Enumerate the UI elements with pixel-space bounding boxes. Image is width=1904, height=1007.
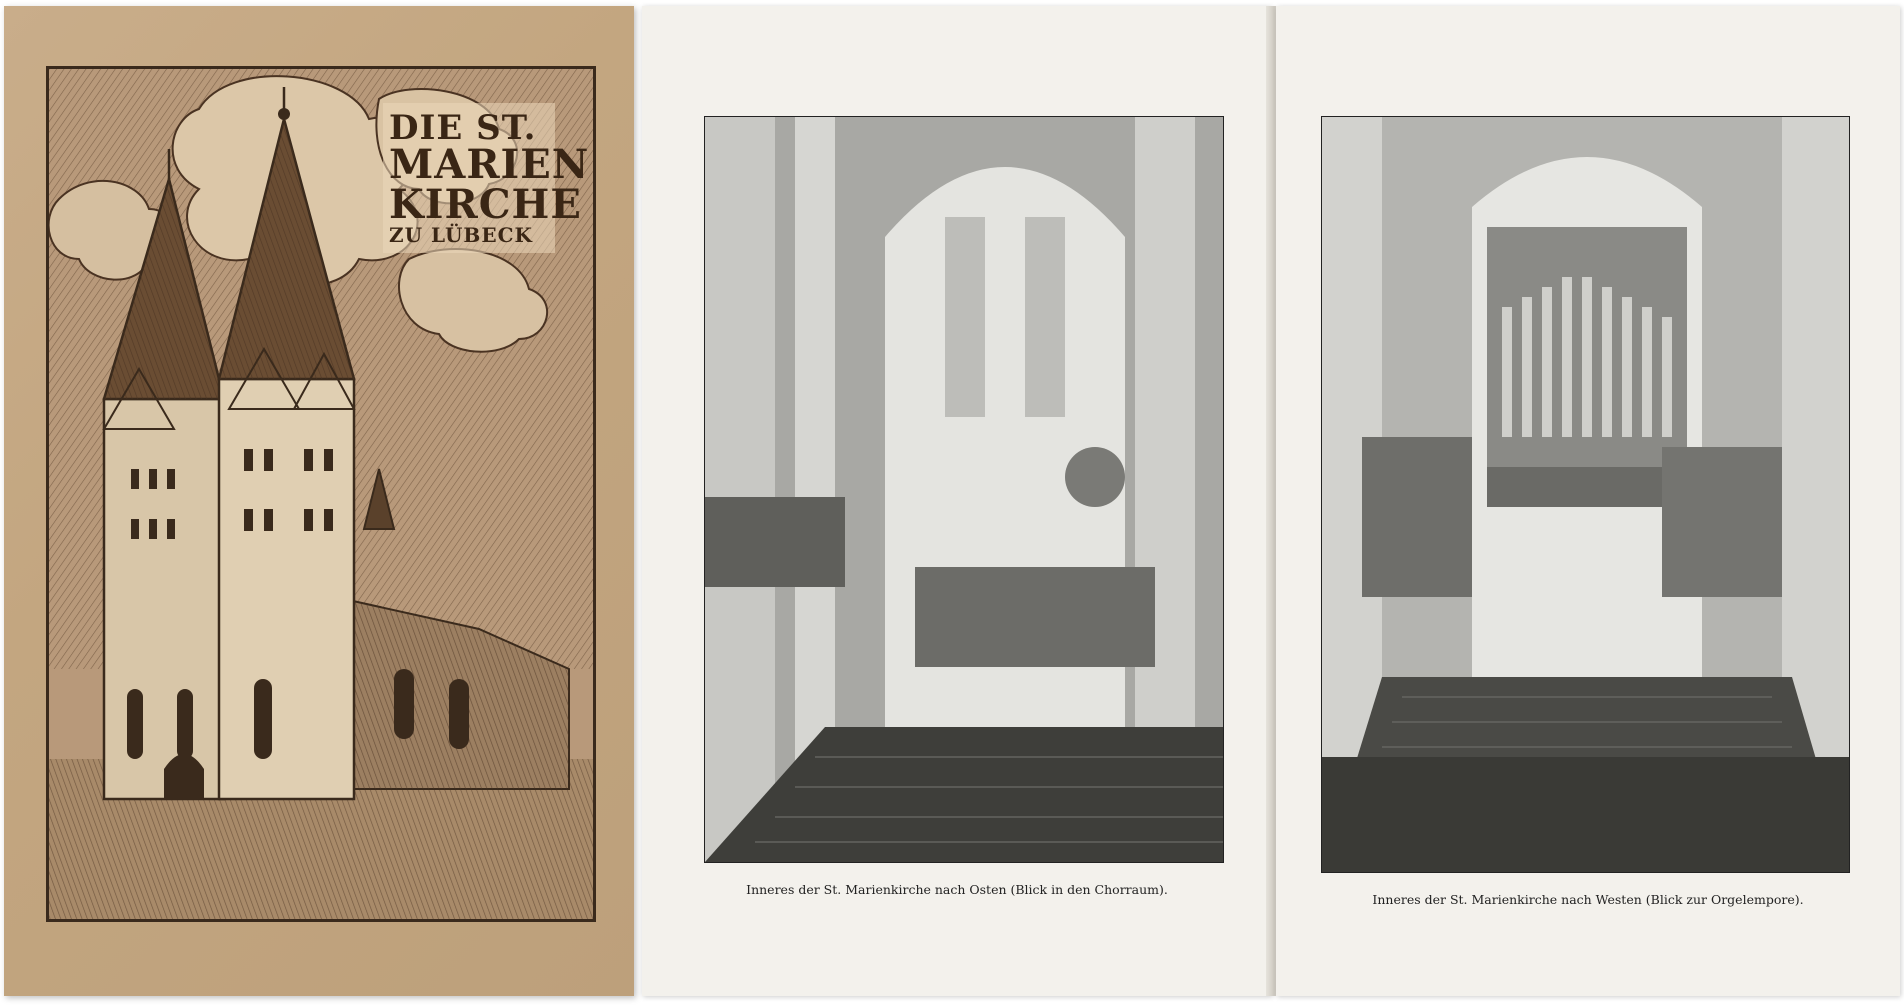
photo-caption: Inneres der St. Marienkirche nach Osten (Blick in den Chorraum). bbox=[746, 882, 1168, 897]
cover-title bbox=[383, 103, 590, 253]
church-interior-west-photo bbox=[1321, 116, 1850, 873]
cover-title-line: DIE ST. bbox=[389, 108, 537, 148]
photo-caption: Inneres der St. Marienkirche nach Westen (Blick zur Orgelempore). bbox=[1372, 892, 1804, 907]
right-page bbox=[1276, 6, 1900, 996]
cover-illustration bbox=[46, 66, 596, 922]
cover-title-line: KIRCHE bbox=[389, 181, 582, 228]
left-page bbox=[642, 6, 1272, 996]
cover-title-line: ZU LÜBECK bbox=[389, 223, 533, 247]
cover-title-line: MARIEN bbox=[389, 141, 590, 188]
church-interior-east-photo bbox=[704, 116, 1224, 863]
booklet-cover bbox=[4, 6, 634, 996]
